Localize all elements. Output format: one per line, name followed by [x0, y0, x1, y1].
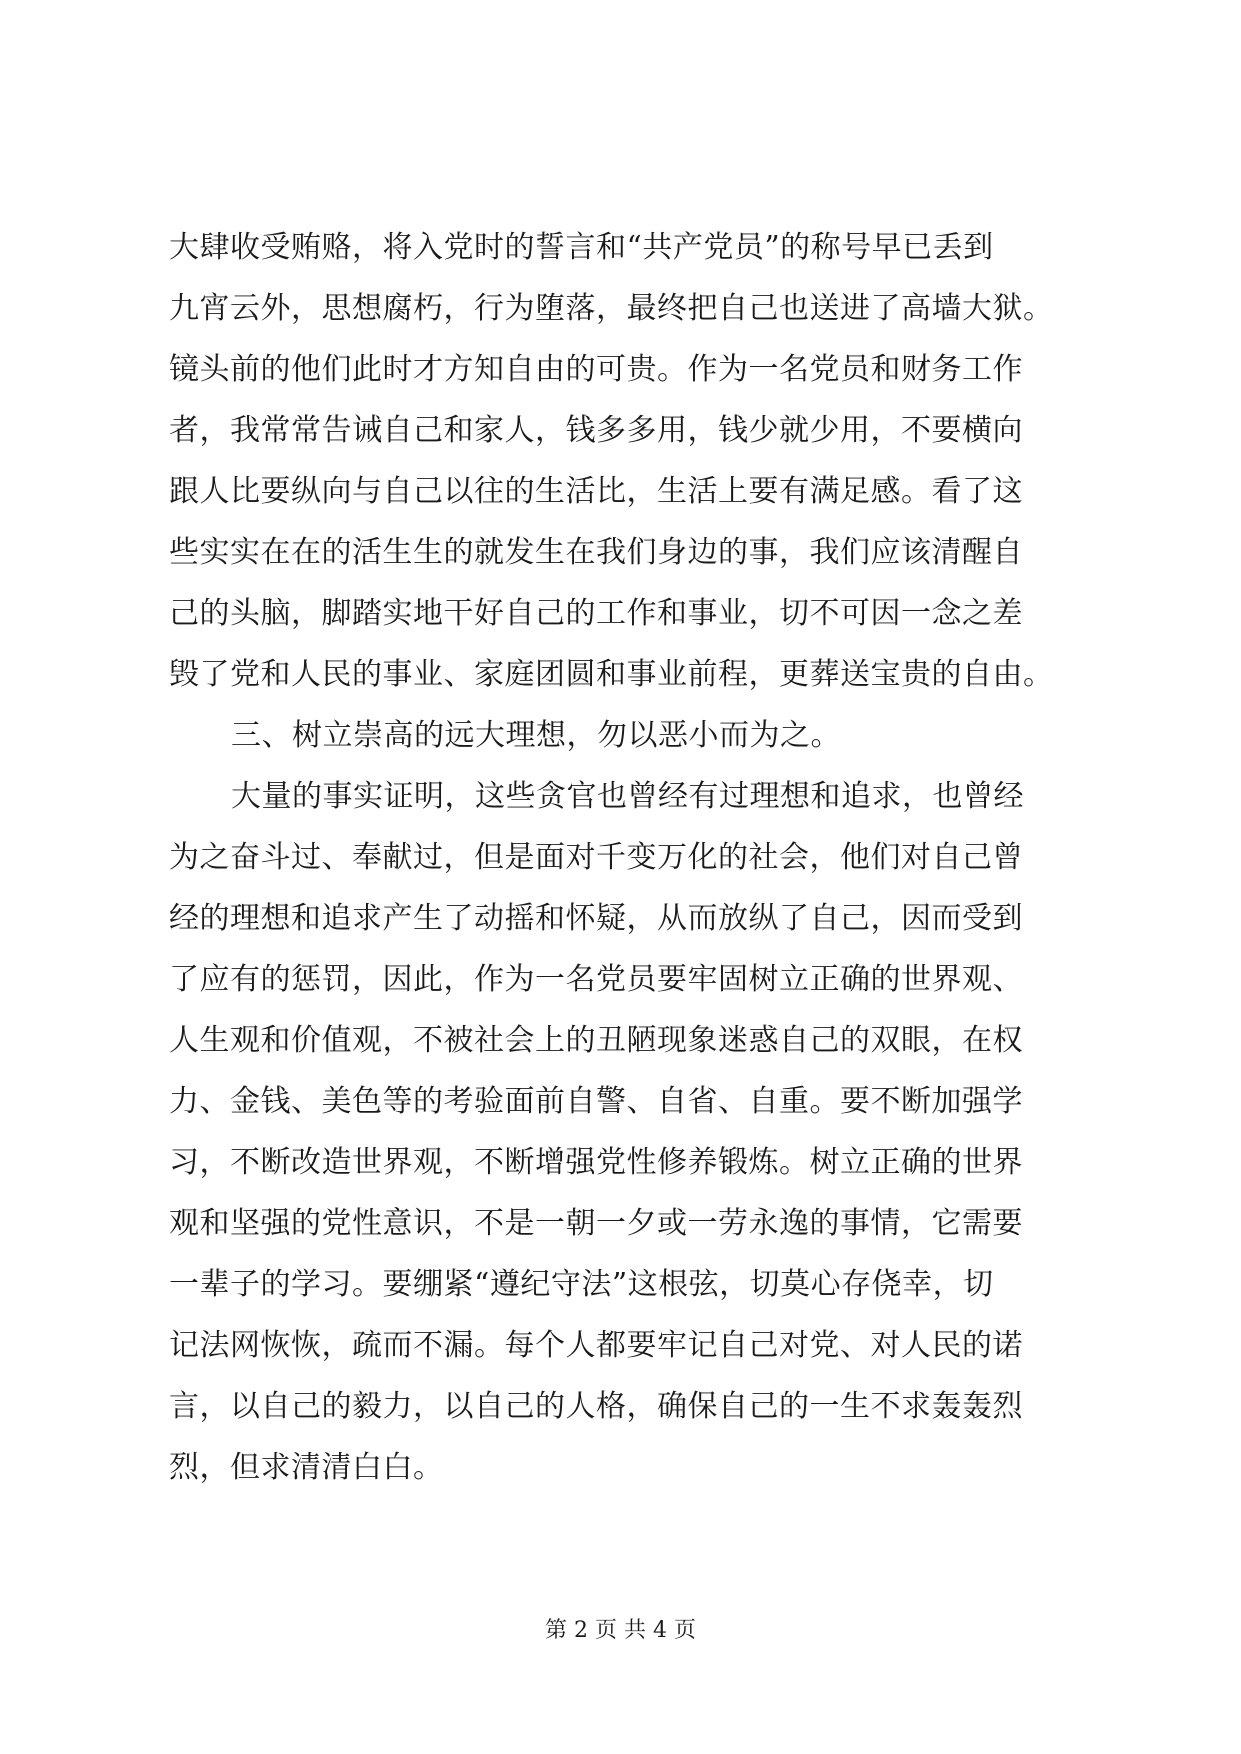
text-line-19: 记法网恢恢，疏而不漏。每个人都要牢记自己对党、对人民的诺 [169, 1328, 1023, 1363]
text-line-21: 烈，但求清清白白。 [169, 1450, 444, 1485]
text-line-11: 为之奋斗过、奉献过，但是面对千变万化的社会，他们对自己曾 [169, 840, 1023, 875]
page-footer: 第 2 页 共 4 页 [545, 1618, 696, 1643]
text-line-17: 观和坚强的党性意识，不是一朝一夕或一劳永逸的事情，它需要 [169, 1206, 1023, 1241]
text-line-10: 大量的事实证明，这些贪官也曾经有过理想和追求，也曾经 [231, 779, 1024, 814]
text-line-2: 九宵云外，思想腐朽，行为堕落，最终把自己也送进了高墙大狱。 [169, 291, 1054, 326]
text-line-15: 力、金钱、美色等的考验面前自警、自省、自重。要不断加强学 [169, 1084, 1023, 1119]
text-line-18: 一辈子的学习。要绷紧“遵纪守法”这根弦，切莫心存侥幸，切 [169, 1267, 994, 1302]
section-heading: 三、树立崇高的远大理想，勿以恶小而为之。 [231, 718, 841, 753]
text-line-5: 跟人比要纵向与自己以往的生活比，生活上要有满足感。看了这 [169, 474, 1023, 509]
text-line-20: 言，以自己的毅力，以自己的人格，确保自己的一生不求轰轰烈 [169, 1389, 1023, 1424]
text-line-14: 人生观和价值观，不被社会上的丑陋现象迷惑自己的双眼，在权 [169, 1023, 1023, 1058]
text-line-8: 毁了党和人民的事业、家庭团圆和事业前程，更葬送宝贵的自由。 [169, 657, 1054, 692]
text-line-6: 些实实在在的活生生的就发生在我们身边的事，我们应该清醒自 [169, 535, 1023, 570]
text-line-16: 习，不断改造世界观，不断增强党性修养锻炼。树立正确的世界 [169, 1145, 1023, 1180]
text-line-13: 了应有的惩罚，因此，作为一名党员要牢固树立正确的世界观、 [169, 962, 1023, 997]
text-line-7: 己的头脑，脚踏实地干好自己的工作和事业，切不可因一念之差 [169, 596, 1023, 631]
text-line-1: 大肆收受贿赂，将入党时的誓言和“共产党员”的称号早已丢到 [169, 230, 994, 265]
text-line-3: 镜头前的他们此时才方知自由的可贵。作为一名党员和财务工作 [169, 352, 1023, 387]
text-line-4: 者，我常常告诫自己和家人，钱多多用，钱少就少用，不要横向 [169, 413, 1023, 448]
text-line-12: 经的理想和追求产生了动摇和怀疑，从而放纵了自己，因而受到 [169, 901, 1023, 936]
